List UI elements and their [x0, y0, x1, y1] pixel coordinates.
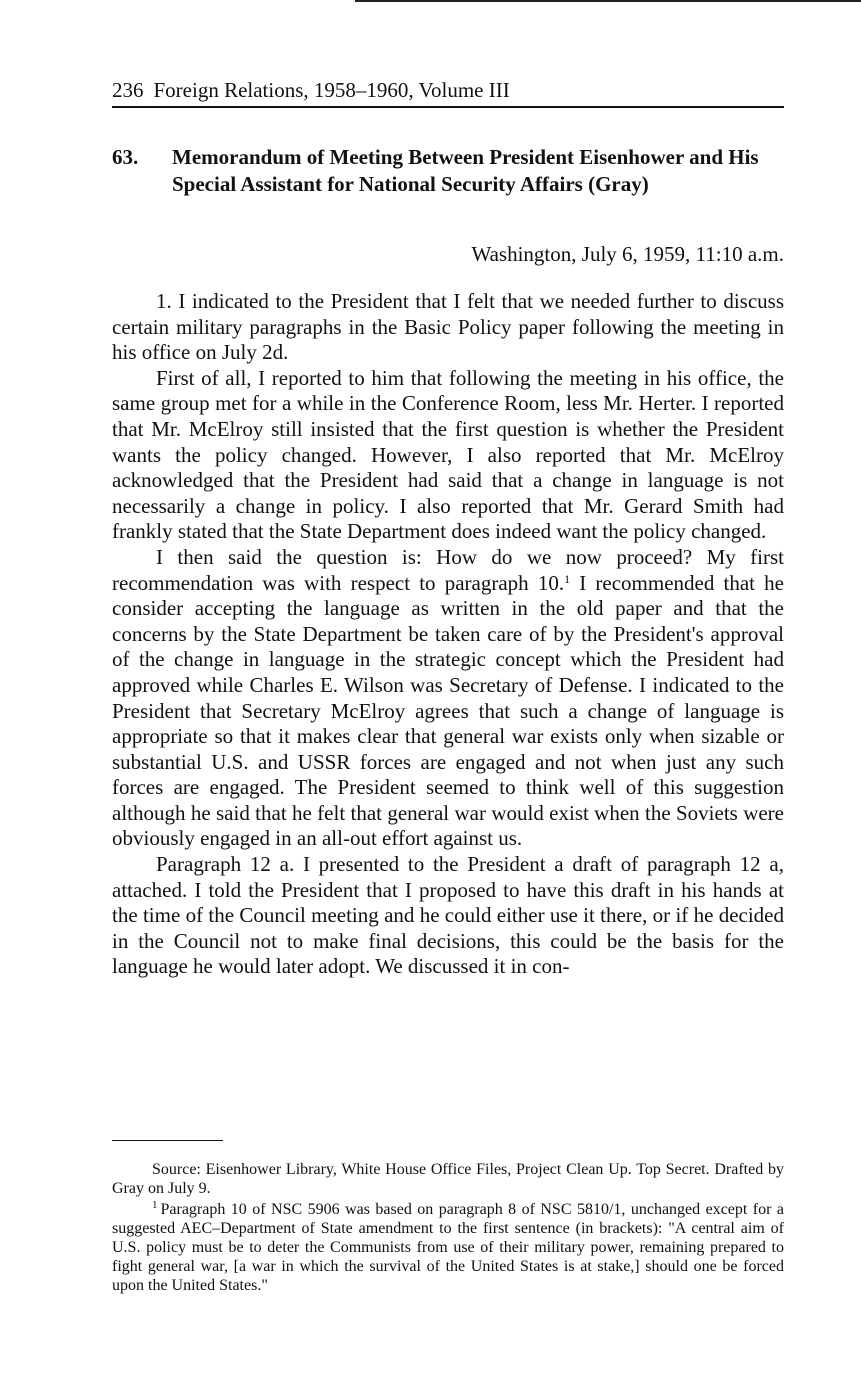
paragraph-text: I recommended that he consider accepting the language as written in the old paper and that the concerns by the State Department be taken care of by the President's approval of the change in language in the strategic concept which the President had approved while Charles E. Wilson was Secretary of Defense. I indicated to the President that Secretary McElroy agrees that such a change of language is appropriate so that it makes clear that general war exists only when sizable or substantial U.S. and USSR forces are engaged and not when just any such forces are engaged. The President seemed to think well of this suggestion although he said that he felt that general war would exist when the Soviets were obviously engaged in an all-out effort against us.	[112, 570, 784, 851]
footnote-text: Paragraph 10 of NSC 5906 was based on paragraph 8 of NSC 5810/1, unchanged except for a suggested AEC–Department of State amendment to the first sentence (in brackets): "A central aim of U.S. policy must be to deter the Communists from use of their military power, remaining prepared to fight general war, [a war in which the survival of the United States is at stake,] should one be forced upon the United States."	[112, 1201, 784, 1294]
body-text	[112, 289, 784, 980]
document-number: 63.	[112, 145, 139, 169]
paragraph: 1. I indicated to the President that I felt that we needed further to discuss certain military paragraphs in the Basic Policy paper following the meeting in his office on July 2d.	[112, 289, 784, 365]
top-edge-rule	[355, 0, 861, 2]
running-head	[112, 76, 784, 104]
paragraph: Paragraph 12 a. I presented to the President a draft of paragraph 12 a, attached. I told the President that I proposed to have this draft in his hands at the time of the Council meeting and he could either use it there, or if he decided in the Council not to make final decisions, this could be the basis for the language he would later adopt. We discussed it in con-	[112, 852, 784, 979]
paragraph-text: I then said the question is: How do we now proceed? My first recommendation was with respect to paragraph 10.	[112, 544, 784, 595]
paragraph: First of all, I reported to him that following the meeting in his office, the same group met for a while in the Conference Room, less Mr. Herter. I reported that Mr. McElroy still insisted that the first question is whether the President wants the policy changed. However, I also reported that Mr. McElroy acknowledged that the President had said that a change in language is not necessarily a change in policy. I also reported that Mr. Gerard Smith had frankly stated that the State Department does indeed want the policy changed.	[112, 365, 784, 544]
dateline: Washington, July 6, 1959, 11:10 a.m.	[471, 242, 784, 266]
page-number: 236	[112, 78, 144, 102]
publication-title: Foreign Relations, 1958–1960, Volume III	[153, 78, 510, 102]
footnote-reference: 1	[564, 571, 571, 586]
source-note: Source: Eisenhower Library, White House Office Files, Project Clean Up. Top Secret. Drafted by Gray on July 9.	[112, 1161, 784, 1197]
footnote-marker: 1	[152, 1199, 158, 1211]
footnote-rule	[112, 1140, 223, 1141]
paragraph	[112, 545, 784, 852]
footnotes	[112, 1160, 784, 1297]
header-rule	[112, 106, 784, 108]
footnote-1	[112, 1200, 784, 1295]
document-title: Memorandum of Meeting Between President Eisenhower and His Special Assistant for National Security Affairs (Gray)	[172, 145, 759, 196]
